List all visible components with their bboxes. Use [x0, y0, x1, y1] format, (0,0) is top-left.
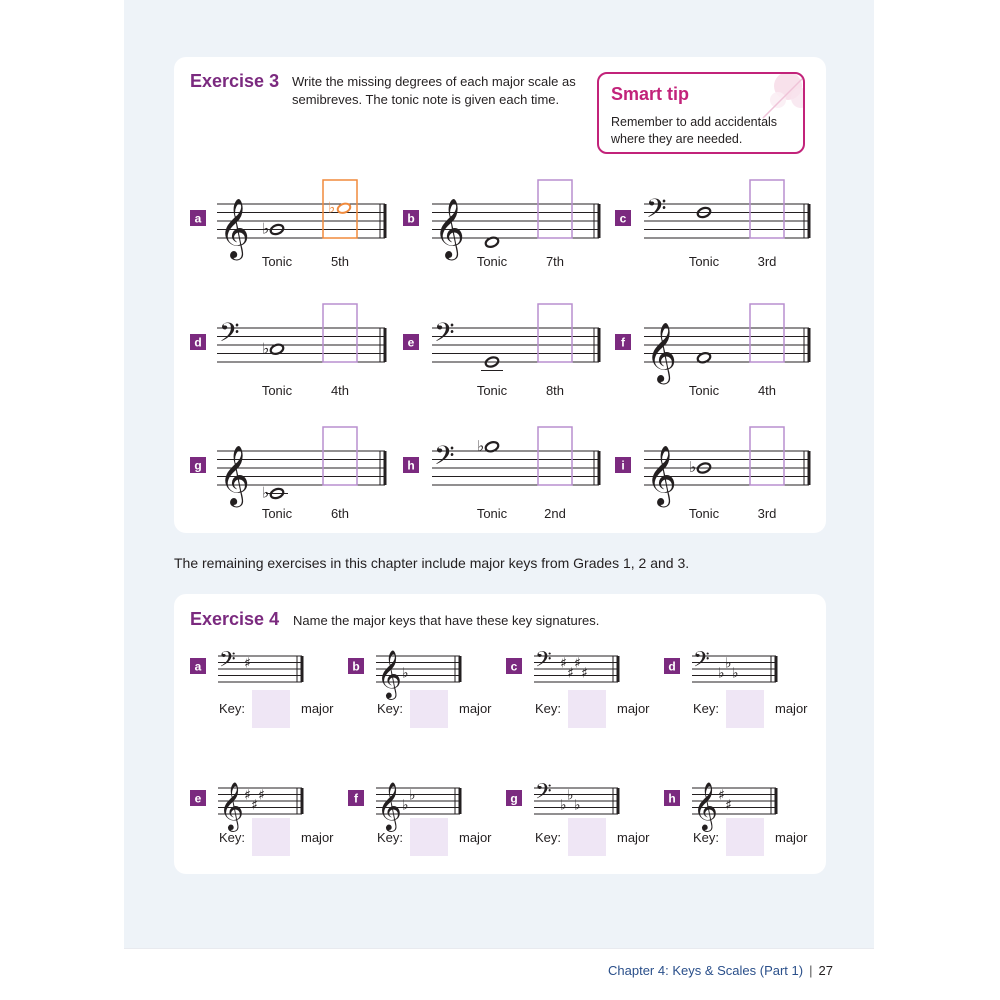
- exercise-4-item-d: [664, 647, 808, 728]
- tonic-label: Tonic: [261, 254, 293, 269]
- remaining-exercises-note: The remaining exercises in this chapter include major keys from Grades 1, 2 and 3.: [174, 555, 690, 571]
- item-letter: b: [352, 659, 360, 674]
- flat-sign-icon: ♭: [689, 458, 697, 476]
- bass-clef-icon: 𝄢: [219, 647, 236, 678]
- exercise-4-item-c: [506, 647, 650, 728]
- item-letter: a: [194, 211, 202, 226]
- sharp-sign-icon: ♯: [251, 797, 258, 814]
- flat-sign-icon: ♭: [718, 665, 725, 682]
- key-answer-box: [410, 818, 448, 856]
- example-flat-sign-icon: ♭: [328, 198, 336, 217]
- item-letter: d: [194, 335, 202, 350]
- major-label: major: [459, 701, 492, 716]
- sharp-sign-icon: ♯: [244, 655, 251, 672]
- item-letter: h: [668, 791, 676, 806]
- flat-sign-icon: ♭: [477, 436, 485, 455]
- key-label: Key:: [219, 830, 246, 845]
- item-letter: e: [407, 335, 415, 350]
- treble-clef-icon: 𝄞: [377, 648, 402, 698]
- key-answer-box: [252, 818, 290, 856]
- flat-sign-icon: ♭: [262, 483, 270, 502]
- tonic-label: Tonic: [688, 383, 720, 398]
- smart-tip-text: Remember to add accidentals where they are needed.: [611, 115, 778, 146]
- tonic-label: Tonic: [688, 506, 720, 521]
- item-letter: d: [668, 659, 676, 674]
- item-letter: b: [407, 211, 415, 226]
- item-letter: a: [194, 659, 202, 674]
- sharp-sign-icon: ♯: [567, 665, 574, 682]
- major-label: major: [301, 701, 334, 716]
- flat-sign-icon: ♭: [574, 797, 581, 814]
- flat-sign-icon: ♭: [402, 797, 409, 814]
- key-label: Key:: [693, 830, 720, 845]
- flat-sign-icon: ♭: [725, 655, 732, 672]
- item-letter: c: [510, 659, 518, 674]
- tonic-label: Tonic: [476, 506, 508, 521]
- degree-label: 6th: [330, 506, 350, 521]
- major-label: major: [617, 830, 650, 845]
- bass-clef-icon: 𝄢: [646, 192, 667, 231]
- treble-clef-icon: 𝄞: [646, 322, 677, 383]
- degree-label: 4th: [330, 383, 350, 398]
- item-letter: g: [510, 791, 518, 806]
- bass-clef-icon: 𝄢: [693, 647, 710, 678]
- exercise-3-item-a: [190, 180, 385, 269]
- key-answer-box: [568, 690, 606, 728]
- exercise-3-item-c: [615, 180, 809, 269]
- major-label: major: [617, 701, 650, 716]
- major-label: major: [775, 830, 808, 845]
- item-letter: e: [194, 791, 202, 806]
- footer-chapter: Chapter 4: Keys & Scales (Part 1): [608, 963, 804, 978]
- treble-clef-icon: 𝄞: [646, 445, 677, 506]
- sharp-sign-icon: ♯: [581, 665, 588, 682]
- flat-sign-icon: ♭: [567, 787, 574, 804]
- item-letter: f: [354, 791, 358, 806]
- exercise-3-title: Exercise 3: [190, 71, 280, 91]
- treble-clef-icon: 𝄞: [219, 780, 244, 830]
- exercise-3-item-g: [190, 427, 385, 521]
- sharp-sign-icon: ♯: [258, 787, 265, 804]
- item-letter: h: [407, 458, 415, 473]
- exercise-4-item-f: [348, 781, 492, 856]
- flat-sign-icon: ♭: [402, 665, 409, 682]
- exercise-3-item-f: [615, 304, 809, 398]
- exercise-3-item-e: [403, 304, 599, 398]
- key-label: Key:: [535, 701, 562, 716]
- exercise-4-item-h: [664, 781, 808, 856]
- sharp-sign-icon: ♯: [718, 787, 725, 804]
- bass-clef-icon: 𝄢: [219, 316, 240, 355]
- exercise-3-item-b: [403, 180, 599, 269]
- exercise-3-item-d: [190, 304, 385, 398]
- sharp-sign-icon: ♯: [725, 797, 732, 814]
- tonic-label: Tonic: [261, 383, 293, 398]
- major-label: major: [459, 830, 492, 845]
- tonic-label: Tonic: [688, 254, 720, 269]
- bass-clef-icon: 𝄢: [535, 647, 552, 678]
- key-label: Key:: [377, 701, 404, 716]
- degree-label: 4th: [757, 383, 777, 398]
- degree-label: 8th: [545, 383, 565, 398]
- exercise-4-item-g: [506, 779, 650, 856]
- footer-divider: [124, 948, 874, 949]
- item-letter: g: [194, 458, 202, 473]
- exercise-3-item-i: [615, 427, 809, 521]
- degree-label: 5th: [330, 254, 350, 269]
- flat-sign-icon: ♭: [560, 797, 567, 814]
- degree-label: 7th: [545, 254, 565, 269]
- flat-sign-icon: ♭: [262, 219, 270, 238]
- sharp-sign-icon: ♯: [560, 655, 567, 672]
- key-answer-box: [726, 818, 764, 856]
- item-letter: c: [619, 211, 627, 226]
- smart-tip-title: Smart tip: [611, 84, 690, 104]
- major-label: major: [301, 830, 334, 845]
- tonic-label: Tonic: [476, 254, 508, 269]
- tonic-label: Tonic: [261, 506, 293, 521]
- exercise-4-instruction: Name the major keys that have these key signatures.: [293, 613, 600, 628]
- footer-separator: |: [809, 963, 813, 978]
- degree-label: 2nd: [544, 506, 566, 521]
- page-footer: [608, 963, 833, 978]
- bass-clef-icon: 𝄢: [535, 779, 552, 810]
- exercise-4-item-e: [190, 781, 334, 856]
- exercise-4-title: Exercise 4: [190, 609, 280, 629]
- bass-clef-icon: 𝄢: [434, 439, 455, 478]
- degree-label: 3rd: [757, 254, 777, 269]
- sharp-sign-icon: ♯: [244, 787, 251, 804]
- flat-sign-icon: ♭: [732, 665, 739, 682]
- tonic-label: Tonic: [476, 383, 508, 398]
- key-answer-box: [568, 818, 606, 856]
- exercise-3-instruction: Write the missing degrees of each major scale as semibreves. The tonic note is given each time.: [292, 74, 576, 107]
- bass-clef-icon: 𝄢: [434, 316, 455, 355]
- key-answer-box: [252, 690, 290, 728]
- treble-clef-icon: 𝄞: [219, 198, 250, 259]
- sharp-sign-icon: ♯: [574, 655, 581, 672]
- treble-clef-icon: 𝄞: [434, 198, 465, 259]
- item-letter: f: [621, 335, 625, 350]
- treble-clef-icon: 𝄞: [377, 780, 402, 830]
- exercise-4-item-b: [348, 649, 492, 728]
- page-number: 27: [818, 963, 833, 978]
- key-answer-box: [410, 690, 448, 728]
- flat-sign-icon: ♭: [409, 787, 416, 804]
- key-answer-box: [726, 690, 764, 728]
- treble-clef-icon: 𝄞: [219, 445, 250, 506]
- key-label: Key:: [535, 830, 562, 845]
- item-letter: i: [621, 458, 625, 473]
- treble-clef-icon: 𝄞: [693, 780, 718, 830]
- key-label: Key:: [377, 830, 404, 845]
- major-label: major: [775, 701, 808, 716]
- exercise-3-item-h: [403, 427, 599, 521]
- key-label: Key:: [219, 701, 246, 716]
- exercise-4-item-a: [190, 647, 334, 728]
- flat-sign-icon: ♭: [262, 339, 270, 358]
- degree-label: 3rd: [757, 506, 777, 521]
- key-label: Key:: [693, 701, 720, 716]
